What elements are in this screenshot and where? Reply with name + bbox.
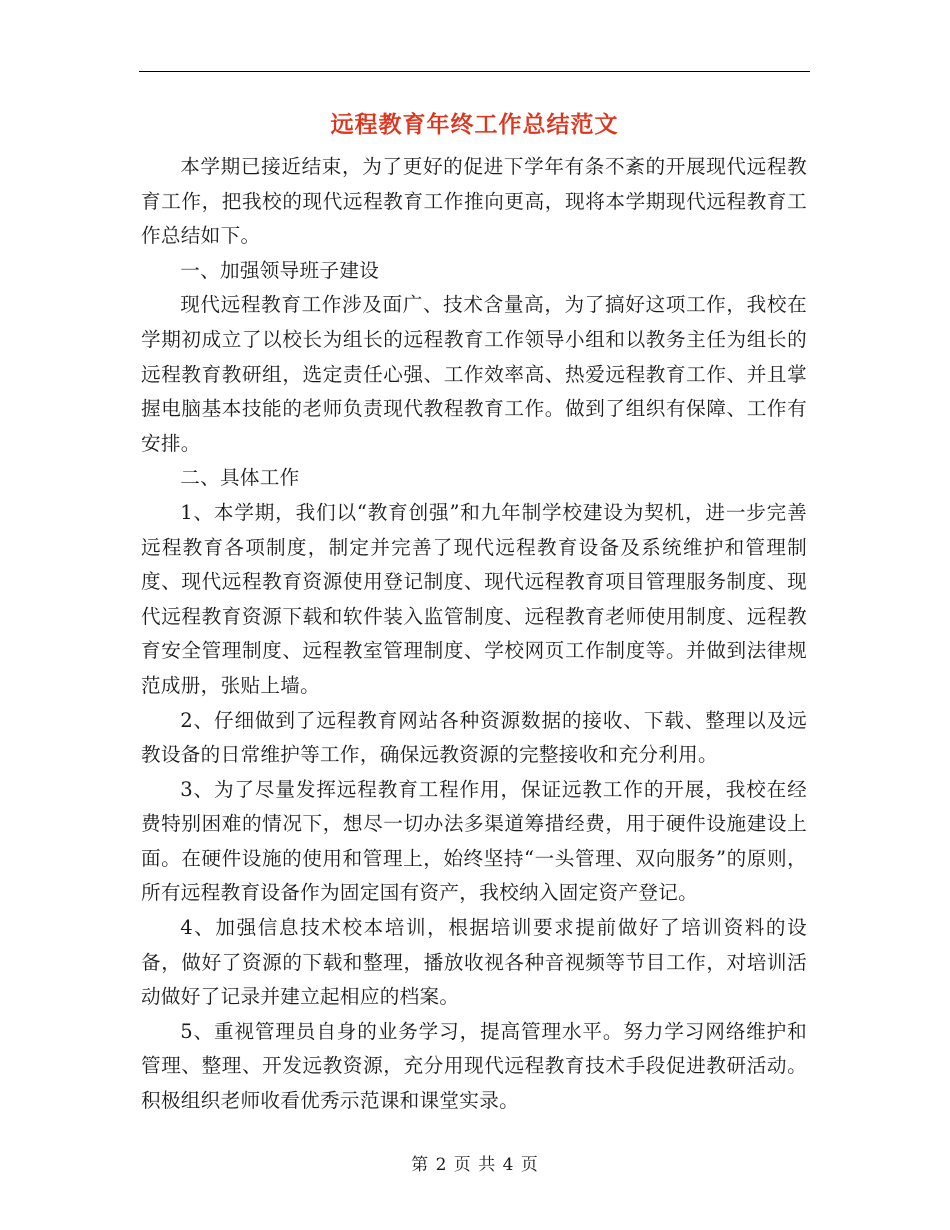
section-heading-2: 二、具体工作 <box>180 466 300 490</box>
document-title: 远程教育年终工作总结范文 <box>330 111 619 138</box>
paragraph-item-5: 5、重视管理员自身的业务学习，提高管理水平。努力学习网络维护和管理、整理、开发远教资源，充分用现代远程教育技术手段促进教研活动。积极组织老师收看优秀示范课和课堂实录。 <box>141 1019 807 1113</box>
section-heading-1: 一、加强领导班子建设 <box>180 258 380 282</box>
paragraph-item-2: 2、仔细做到了远程教育网站各种资源数据的接收、下载、整理以及远教设备的日常维护等工作，确保远教资源的完整接收和充分利用。 <box>141 708 807 767</box>
document-body <box>141 150 807 1119</box>
header-rule <box>139 71 810 72</box>
paragraph-item-4: 4、加强信息技术校本培训，根据培训要求提前做好了培训资料的设备，做好了资源的下载和整理，播放收视各种音视频等节目工作，对培训活动做好了记录并建立起相应的档案。 <box>141 916 807 1009</box>
paragraph-intro: 本学期已接近结束，为了更好的促进下学年有条不紊的开展现代远程教育工作，把我校的现代远程教育工作推向更高，现将本学期现代远程教育工作总结如下。 <box>141 155 807 248</box>
page-number: 第 2 页 共 4 页 <box>411 1155 539 1175</box>
paragraph-leadership: 现代远程教育工作涉及面广、技术含量高，为了搞好这项工作，我校在学期初成立了以校长为组长的远程教育工作领导小组和以教务主任为组长的远程教育教研组，选定责任心强、工作效率高、热爱远程教育工作、并且掌握电脑基本技能的老师负责现代教程教育工作。做到了组织有保障、工作有安排。 <box>141 293 807 455</box>
paragraph-item-3: 3、为了尽量发挥远程教育工程作用，保证远教工作的开展，我校在经费特别困难的情况下，想尽一切办法多渠道筹措经费，用于硬件设施建设上面。在硬件设施的使用和管理上，始终坚持“一头管理、双向服务”的原则，所有远程教育设备作为固定国有资产，我校纳入固定资产登记。 <box>141 777 807 905</box>
paragraph-item-1: 1、本学期，我们以“教育创强”和九年制学校建设为契机，进一步完善远程教育各项制度，制定并完善了现代远程教育设备及系统维护和管理制度、现代远程教育资源使用登记制度、现代远程教育项目管理服务制度、现代远程教育资源下载和软件装入监管制度、远程教育老师使用制度、远程教育安全管理制度、远程教室管理制度、学校网页工作制度等。并做到法律规范成册，张贴上墙。 <box>141 500 807 697</box>
